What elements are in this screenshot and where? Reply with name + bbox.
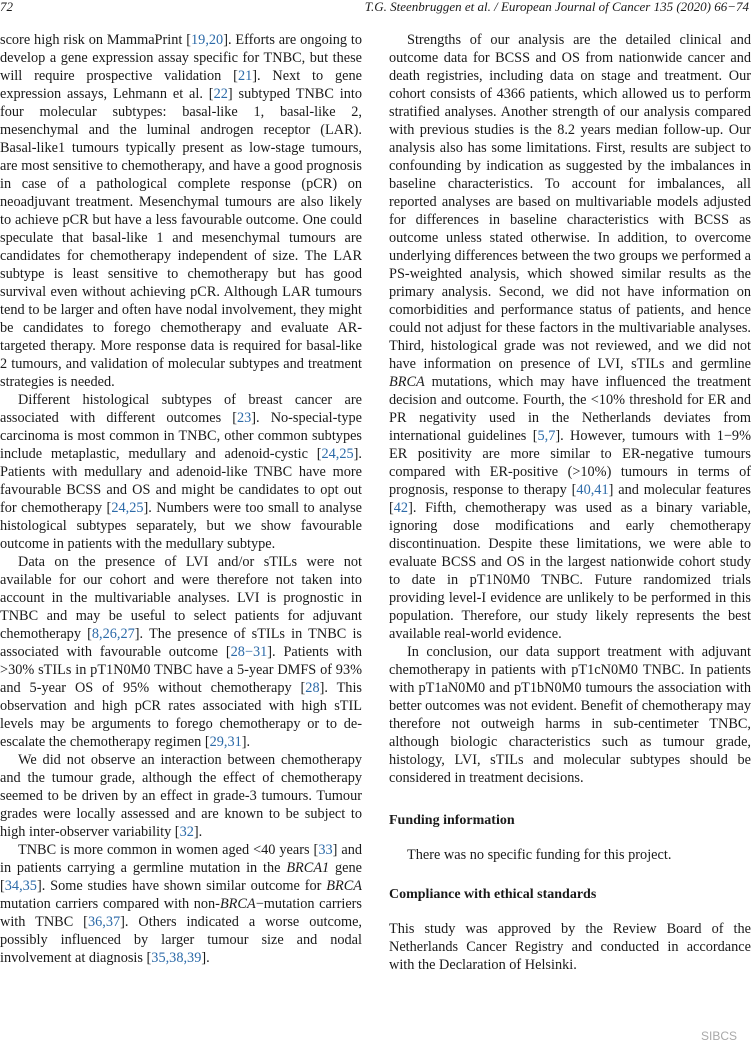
gene-name: BRCA1 bbox=[286, 860, 330, 876]
reference-link[interactable]: 32 bbox=[179, 824, 194, 840]
paragraph-lvi-stils: Data on the presence of LVI and/or sTILs were not available for our cohort and were therefore not taken into account in the multivariable analyses. LVI is prognostic in TNBC and may be useful to select patients for adjuvant chemotherapy [8,26,27]. The presence of sTILs in TNBC is associated with favourable outcome [28−31]. Patients with >30% sTILs in pT1N0M0 TNBC have a 5-year DMFS of 93% and 5-year OS of 95% without chemotherapy [28]. This observation and high pCR rates associated with high sTIL levels may be arguments to forego chemotherapy or to de-escalate the chemotherapy regimen [29,31]. bbox=[0, 554, 362, 750]
journal-citation: T.G. Steenbruggen et al. / European Journal of Cancer 135 (2020) 66−74 bbox=[364, 0, 749, 14]
reference-link[interactable]: 21 bbox=[237, 68, 253, 84]
reference-link[interactable]: 33 bbox=[318, 842, 333, 858]
left-column bbox=[0, 31, 362, 967]
paragraph-conclusion: In conclusion, our data support treatment with adjuvant chemotherapy in patients with pT1cN0M0 TNBC. In patients with pT1aN0M0 and pT1bN0M0 tumours the association with better outcomes was not evident. Benefit of chemotherapy may therefore not outweigh harms in sub-centimeter TNBC, although biologic characteristics such as tumour grade, histology, LVI, sTILs and molecular subtypes should be considered in treatment decisions. bbox=[389, 644, 751, 786]
page-number: 72 bbox=[0, 0, 13, 14]
gene-name: BRCA bbox=[219, 896, 256, 912]
reference-link[interactable]: 24,25 bbox=[321, 446, 354, 462]
watermark-logo: SIBCS bbox=[700, 1029, 737, 1043]
reference-link[interactable]: 22 bbox=[213, 86, 228, 102]
paragraph-strengths-limitations: Strengths of our analysis are the detailed clinical and outcome data for BCSS and OS from nationwide cancer and death registries, including data on stage and treatment. Our cohort consists of 4366 patients, which allowed us to perform stratified analyses. Another strength of our analysis compared with previous studies is the 8.2 years median follow-up. Our analysis also has some limitations. First, results are subject to confounding by indication as suggested by the imbalances in baseline characteristics. To account for imbalances, all reported analyses are based on multivariable models adjusted for differences in baseline characteristics with BCSS as outcome unless stated otherwise. In addition, to overcome underlying differences between the two groups we performed a PS-weighted analysis, which showed similar results as the primary analysis. Second, we did not have information on comorbidities and performance status of patients, and hence could not adjust for these factors in the multivariable analyses. Third, histological grade was not reviewed, and we did not have information on presence of LVI, sTILs and germline BRCA mutations, which may have influenced the treatment decision and outcome. Fourth, the <10% threshold for ER and PR negativity used in the Netherlands deviates from international guidelines [5,7]. However, tumours with 1−9% ER positivity are more similar to ER-negative tumours compared with ER-positive (>10%) tumours in terms of prognosis, response to therapy [40,41] and molecular features [42]. Fifth, chemotherapy was used as a binary variable, ignoring dose modifications and early chemotherapy discontinuation. Despite these limitations, we were able to evaluate BCSS and OS in the largest nationwide cohort study to date in pT1N0M0 TNBC. Future randomized trials providing level-I evidence are unlikely to be performed in this population. Therefore, our study likely represents the best available real-world evidence. bbox=[389, 32, 751, 642]
paragraph-brca: TNBC is more common in women aged <40 years [33] and in patients carrying a germline mutation in the BRCA1 gene [34,35]. Some studies have shown similar outcome for BRCA mutation carriers compared with non-BRCA−mutation carriers with TNBC [36,37]. Others indicated a worse outcome, possibly influenced by larger tumour size and nodal involvement at diagnosis [35,38,39]. bbox=[0, 842, 363, 966]
reference-link[interactable]: 5,7 bbox=[537, 428, 556, 444]
reference-link[interactable]: 28 bbox=[305, 680, 320, 696]
ethics-text: This study was approved by the Review Board of the Netherlands Cancer Registry and conducted in accordance with the Declaration of Helsinki. bbox=[389, 921, 751, 973]
funding-heading: Funding information bbox=[389, 813, 515, 828]
gene-name: BRCA bbox=[326, 878, 362, 894]
reference-link[interactable]: 8,26,27 bbox=[91, 626, 135, 642]
reference-link[interactable]: 19,20 bbox=[191, 32, 224, 48]
reference-link[interactable]: 36,37 bbox=[87, 914, 121, 930]
funding-text: There was no specific funding for this project. bbox=[407, 847, 672, 863]
gene-name: BRCA bbox=[389, 374, 425, 390]
paragraph-histological-subtypes: Different histological subtypes of breast cancer are associated with different outcomes [23]. No-special-type carcinoma is most common in TNBC, other common subtypes include metaplastic, medullary and adenoid-cystic [24,25]. Patients with medullary and adenoid-like TNBC have more favourable BCSS and OS and might be candidates to opt out for chemotherapy [24,25]. Numbers were too small to analyse histological subtypes separately, but we show favourable outcome in patients with the medullary subtype. bbox=[0, 392, 362, 552]
reference-link[interactable]: 24,25 bbox=[111, 500, 144, 516]
reference-link[interactable]: 40,41 bbox=[576, 482, 609, 498]
reference-link[interactable]: 28−31 bbox=[230, 644, 268, 660]
paragraph-tumour-grade: We did not observe an interaction between chemotherapy and the tumour grade, although the effect of chemotherapy seemed to be driven by an effect in grade-3 tumours. Tumour grades were locally assessed and are known to be subject to high inter-observer variability [32]. bbox=[0, 752, 362, 840]
right-column bbox=[389, 31, 751, 974]
reference-link[interactable]: 29,31 bbox=[209, 734, 242, 750]
running-header bbox=[0, 0, 751, 20]
paragraph-gene-expression: score high risk on MammaPrint [19,20]. Efforts are ongoing to develop a gene expression assay specific for TNBC, but these will require prospective validation [21]. Next to gene expression assays, Lehmann et al. [22] subtyped TNBC into four molecular subtypes: basal-like 1, basal-like 2, mesenchymal and the luminal androgen receptor (LAR). Basal-like1 tumours typically present as low-stage tumours, are most sensitive to chemotherapy, and have a good prognosis in case of a pathological complete response (pCR) on neoadjuvant treatment. Mesenchymal tumours are also likely to achieve pCR but have a less favourable outcome. One could speculate that basal-like 1 and mesenchymal tumours are candidates for chemotherapy independent of size. The LAR subtype is least sensitive to chemotherapy but has good survival even without achieving pCR. Although LAR tumours tend to be larger and often have nodal involvement, they might be candidates to forego chemotherapy and evaluate AR-targeted therapy. More response data is required for basal-like 2 tumours, and validation of molecular subtypes and treatment strategies is needed. bbox=[0, 32, 363, 390]
reference-link[interactable]: 23 bbox=[236, 410, 252, 426]
reference-link[interactable]: 34,35 bbox=[4, 878, 37, 894]
reference-link[interactable]: 42 bbox=[393, 500, 409, 516]
ethics-heading: Compliance with ethical standards bbox=[389, 887, 597, 902]
reference-link[interactable]: 35,38,39 bbox=[151, 950, 202, 966]
